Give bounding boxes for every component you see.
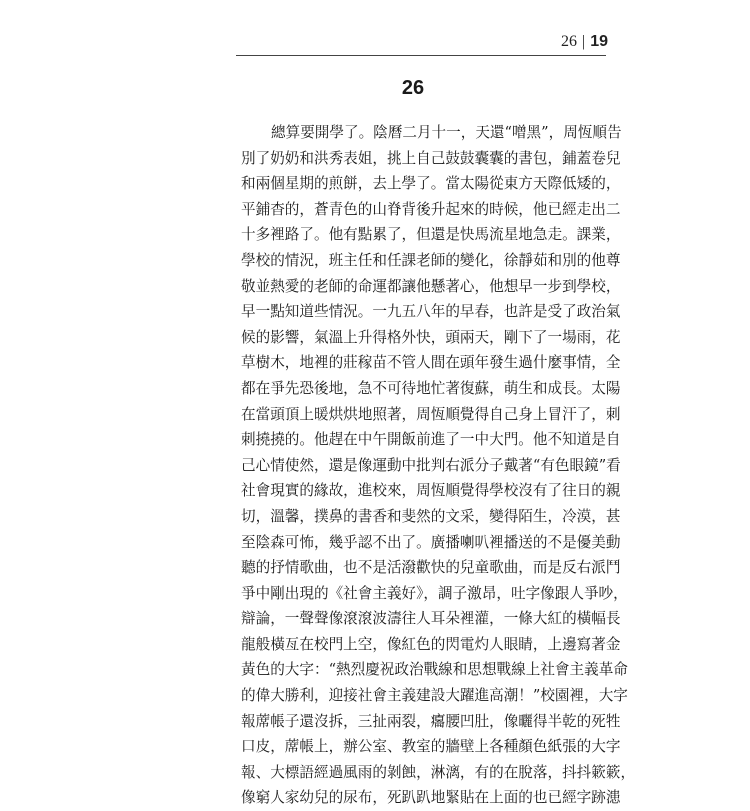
text-line: 報、大標語經過風雨的剝蝕，淋漓，有的在脫落，抖抖簌簌， <box>241 763 636 781</box>
text-line: 黃色的大字：“熱烈慶祝政治戰線和思想戰線上社會主義革命 <box>241 661 628 679</box>
text-line: 在當頭頂上暖烘烘地照著，周恆順覺得自己身上冒汗了，刺 <box>241 405 621 423</box>
text-line: 別了奶奶和洪秀表姐，挑上自己鼓鼓囊囊的書包，鋪蓋卷兒 <box>241 149 621 167</box>
text-line: 和兩個星期的煎餅，去上學了。當太陽從東方天際低矮的， <box>241 175 621 193</box>
text-line: 己心情使然，還是像運動中批判右派分子戴著“有色眼鏡”看 <box>241 456 621 474</box>
text-line: 聽的抒情歌曲，也不是活潑歡快的兒童歌曲，而是反右派鬥 <box>241 559 621 577</box>
text-line: 像窮人家幼兒的尿布，死趴趴地緊貼在上面的也已經字跡漶 <box>241 789 621 807</box>
text-line: 切，溫馨，撲鼻的書香和斐然的文采，變得陌生，冷漠，甚 <box>241 507 621 525</box>
text-line: 至陰森可怖，幾乎認不出了。廣播喇叭裡播送的不是優美動 <box>241 533 621 551</box>
text-line: 候的影響，氣溫上升得格外快，頭兩天，剛下了一場雨，花 <box>241 328 621 346</box>
text-line: 社會現實的緣故，進校來，周恆順覺得學校沒有了往日的親 <box>241 482 621 500</box>
chapter-title: 26 <box>401 77 425 99</box>
text-line: 龍般橫亙在校門上空，像紅色的閃電灼人眼睛，上邊寫著金 <box>241 635 621 653</box>
text-line: 都在爭先恐後地，急不可待地忙著復蘇，萌生和成長。太陽 <box>241 379 621 397</box>
text-line: 十多裡路了。他有點累了，但還是快馬流星地急走。課業， <box>241 226 621 244</box>
text-line: 爭中剛出現的《社會主義好》，調子激昂，吐字像跟人爭吵， <box>241 584 628 602</box>
header-rule <box>236 55 606 56</box>
header-chapter-number: 26 <box>561 33 577 50</box>
text-line: 草樹木，地裡的莊稼苗不管人間在頭年發生過什麼事情，全 <box>241 354 621 372</box>
text-line: 報蓆帳子還沒拆，三扯兩裂，癟腰凹肚，像曬得半乾的死牲 <box>241 712 621 730</box>
text-line: 早一點知道些情況。一九五八年的早春，也許是受了政治氣 <box>241 303 621 321</box>
text-line: 刺撓撓的。他趕在中午開飯前進了一中大門。他不知道是自 <box>241 431 621 449</box>
text-line: 辯論，一聲聲像滾滾波濤往人耳朵裡灌，一條大紅的橫幅長 <box>241 610 621 628</box>
text-line: 總算要開學了。陰曆二月十一，天還“噌黑”，周恆順告 <box>271 124 622 141</box>
header-separator: | <box>582 33 586 50</box>
body-text <box>241 120 636 811</box>
text-line: 口皮，蓆帳上，辦公室、教室的牆壁上各種顏色紙張的大字 <box>241 738 621 756</box>
page-number: 19 <box>590 33 608 50</box>
text-line: 敬並熱愛的老師的命運都讓他懸著心，他想早一步到學校， <box>241 277 621 295</box>
text-line: 平鋪杳的，蒼青色的山脊背後升起來的時候，他已經走出二 <box>241 200 621 218</box>
text-line: 學校的情況，班主任和任課老師的變化，徐靜茹和別的他尊 <box>241 251 621 269</box>
text-line: 的偉大勝利，迎接社會主義建設大躍進高潮！”校園裡，大字 <box>241 687 628 705</box>
running-header <box>561 32 608 52</box>
